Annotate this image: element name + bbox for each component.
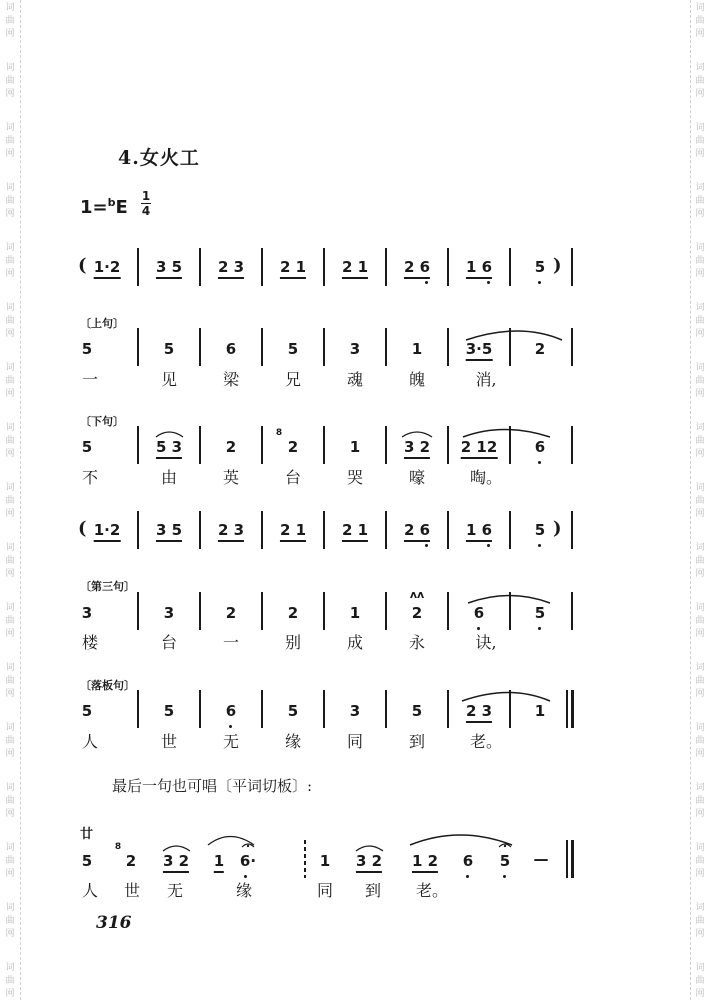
slur (163, 846, 190, 851)
note: 3 5 (156, 258, 182, 279)
note: 1 6 (466, 258, 492, 279)
watermark-char: 曲 (695, 916, 705, 926)
lyric: 见 (160, 370, 178, 389)
note: 1 (319, 852, 331, 870)
note: 5 (287, 340, 299, 358)
dashed-bar-line (304, 840, 306, 878)
watermark-char: 网 (695, 869, 705, 879)
slur (410, 835, 512, 845)
bar-line (385, 248, 387, 286)
bar-line (261, 592, 263, 630)
watermark-char: 词 (5, 483, 15, 493)
watermark-char: 词 (695, 183, 705, 193)
lyric: 不 (81, 468, 99, 487)
watermark-char: 网 (5, 209, 15, 219)
watermark-char: 词 (5, 783, 15, 793)
watermark-char: 曲 (695, 316, 705, 326)
low-octave-dot (487, 281, 490, 284)
watermark-char: 曲 (695, 976, 705, 986)
note: 6 (462, 852, 474, 870)
note: 3 2 (404, 438, 430, 459)
trill-mark: ʌʌ (409, 588, 425, 601)
watermark-char: 词 (695, 63, 705, 73)
watermark-char: 曲 (5, 256, 15, 266)
watermark-char: 曲 (695, 556, 705, 566)
watermark-char: 网 (695, 569, 705, 579)
watermark-char: 词 (695, 663, 705, 673)
note: 2 1 (280, 258, 306, 279)
lyric: 老。 (415, 881, 449, 900)
watermark-char: 词 (695, 3, 705, 13)
lyric: 同 (346, 732, 364, 751)
key-signature: 1=$^b$E (80, 196, 128, 218)
note: 2 3 (218, 258, 244, 279)
watermark-char: 词 (695, 363, 705, 373)
watermark-char: 网 (5, 869, 15, 879)
bar-line (323, 592, 325, 630)
lyric: 无 (166, 881, 184, 900)
bar-line (199, 328, 201, 366)
bar-line (323, 511, 325, 549)
note: 2 (125, 852, 137, 870)
double-bar-thin (566, 690, 568, 728)
note: 1 6 (466, 521, 492, 542)
note: 5 (534, 258, 546, 276)
lyric: 魄 (408, 370, 426, 389)
watermark-char: 网 (695, 449, 705, 459)
bar-line (509, 592, 511, 630)
note: 5 (81, 340, 93, 358)
watermark-char: 网 (695, 329, 705, 339)
watermark-char: 网 (695, 989, 705, 999)
bar-line (571, 426, 573, 464)
fermata-dot (247, 845, 249, 847)
watermark-char: 词 (5, 663, 15, 673)
watermark-char: 网 (5, 629, 15, 639)
lyric: 英 (222, 468, 240, 487)
watermark-char: 词 (695, 603, 705, 613)
watermark-char: 词 (695, 543, 705, 553)
note: 5 (287, 702, 299, 720)
note: 1 (534, 702, 546, 720)
low-octave-dot (487, 544, 490, 547)
low-octave-dot (538, 281, 541, 284)
watermark-char: 网 (695, 209, 705, 219)
fermata (242, 844, 254, 847)
watermark-char: 网 (695, 269, 705, 279)
bar-line (571, 328, 573, 366)
bar-line (137, 592, 139, 630)
lyric: 缘 (284, 732, 302, 751)
watermark-char: 曲 (695, 676, 705, 686)
note: 2 1 (280, 521, 306, 542)
watermark-char: 网 (5, 509, 15, 519)
lyric: 一 (222, 633, 240, 652)
lyric: 人 (81, 732, 99, 751)
note: 2 (534, 340, 546, 358)
free-rhythm-mark: 廿 (80, 827, 94, 842)
note: 5 (163, 702, 175, 720)
low-octave-dot (538, 461, 541, 464)
phrase-label: 〔上句〕 (80, 317, 124, 330)
lyric: 魂 (346, 370, 364, 389)
lyric: 永 (408, 633, 426, 652)
right-margin-line (690, 0, 691, 1000)
watermark-char: 曲 (5, 196, 15, 206)
watermark-char: 网 (5, 929, 15, 939)
note: 3 (349, 340, 361, 358)
watermark-char: 曲 (695, 736, 705, 746)
note: 3 2 (163, 852, 189, 873)
note: 2 6 (404, 521, 430, 542)
watermark-char: 曲 (695, 76, 705, 86)
watermark-char: 网 (5, 749, 15, 759)
bar-line (447, 426, 449, 464)
watermark-char: 词 (695, 723, 705, 733)
watermark-char: 网 (695, 89, 705, 99)
bar-line (199, 426, 201, 464)
lyric: 兄 (284, 370, 302, 389)
bar-line (571, 511, 573, 549)
lyric: 消, (475, 370, 497, 389)
low-octave-dot (538, 544, 541, 547)
note: 1·2 (94, 521, 121, 542)
watermark-char: 网 (5, 809, 15, 819)
watermark-char: 词 (5, 243, 15, 253)
bar-line (509, 690, 511, 728)
slur (208, 837, 254, 846)
lyric: 人 (81, 881, 99, 900)
watermark-char: 词 (695, 303, 705, 313)
note: 6 (225, 340, 237, 358)
bar-line (509, 248, 511, 286)
lyric: 嚎 (408, 468, 426, 487)
note: 2 1 (342, 258, 368, 279)
watermark-char: 网 (695, 149, 705, 159)
watermark-char: 词 (695, 483, 705, 493)
grace-note: 8 (275, 428, 283, 438)
watermark-char: 词 (695, 903, 705, 913)
note: 3 (81, 604, 93, 622)
watermark-char: 曲 (5, 136, 15, 146)
watermark-char: 曲 (5, 436, 15, 446)
bar-line (137, 248, 139, 286)
bar-line (385, 592, 387, 630)
watermark-char: 曲 (695, 496, 705, 506)
watermark-char: 曲 (5, 16, 15, 26)
low-octave-dot (538, 627, 541, 630)
note: 1 (214, 852, 224, 873)
watermark-char: 网 (5, 149, 15, 159)
note: 6 (473, 604, 485, 622)
watermark-char: 曲 (5, 316, 15, 326)
watermark-char: 词 (695, 423, 705, 433)
lyric: 梁 (222, 370, 240, 389)
bar-line (385, 690, 387, 728)
bar-line (199, 248, 201, 286)
bar-line (385, 328, 387, 366)
watermark-char: 词 (5, 303, 15, 313)
bar-line (447, 511, 449, 549)
watermark-char: 曲 (695, 196, 705, 206)
bar-line (571, 248, 573, 286)
watermark-char: 曲 (5, 856, 15, 866)
note: 3·5 (466, 340, 493, 361)
watermark-char: 曲 (5, 556, 15, 566)
note: 2 (287, 438, 299, 456)
bar-line (199, 511, 201, 549)
bar-line (323, 426, 325, 464)
low-octave-dot (229, 725, 232, 728)
watermark-char: 曲 (5, 976, 15, 986)
low-octave-dot (466, 875, 469, 878)
bar-line (261, 248, 263, 286)
watermark-char: 词 (5, 903, 15, 913)
lyric: 一 (81, 370, 99, 389)
note: 1·2 (94, 258, 121, 279)
watermark-char: 网 (695, 929, 705, 939)
watermark-char: 词 (695, 123, 705, 133)
slur (463, 430, 550, 438)
note: 6 (225, 702, 237, 720)
watermark-char: 曲 (5, 916, 15, 926)
watermark-char: 网 (695, 749, 705, 759)
phrase-label: 〔下句〕 (80, 415, 124, 428)
close-paren: ) (553, 518, 562, 539)
watermark-char: 曲 (5, 616, 15, 626)
note: 5 (499, 852, 511, 870)
note: 3 2 (356, 852, 382, 873)
note: 1 (349, 604, 361, 622)
watermark-char: 网 (5, 269, 15, 279)
phrase-label: 〔落板句〕 (80, 679, 135, 692)
watermark-char: 曲 (695, 376, 705, 386)
note: 3 (163, 604, 175, 622)
bar-line (447, 690, 449, 728)
note: 5 (411, 702, 423, 720)
bar-line (447, 248, 449, 286)
note: 2 12 (461, 438, 498, 459)
watermark-char: 网 (5, 569, 15, 579)
phrase-label: 〔第三句〕 (80, 580, 135, 593)
watermark-char: 词 (695, 843, 705, 853)
watermark-char: 词 (695, 243, 705, 253)
watermark-char: 词 (5, 963, 15, 973)
watermark-char: 曲 (5, 736, 15, 746)
bar-line (385, 426, 387, 464)
song-title: 4.女火工 (118, 147, 200, 169)
lyric: 成 (346, 633, 364, 652)
watermark-char: 曲 (695, 796, 705, 806)
watermark-char: 曲 (695, 16, 705, 26)
watermark-char: 网 (695, 389, 705, 399)
extension-dash: — (533, 850, 549, 868)
bar-line (261, 328, 263, 366)
lyric: 同 (316, 881, 334, 900)
double-bar-thick (571, 690, 574, 728)
watermark-char: 词 (5, 843, 15, 853)
watermark-char: 曲 (695, 616, 705, 626)
lyric: 别 (284, 633, 302, 652)
note: 5 (81, 852, 93, 870)
watermark-char: 网 (5, 329, 15, 339)
watermark-char: 词 (5, 183, 15, 193)
note: 5 (81, 702, 93, 720)
bar-line (261, 426, 263, 464)
open-paren: ( (78, 255, 87, 276)
page-number: 316 (96, 913, 132, 933)
note: 2 (225, 438, 237, 456)
watermark-char: 词 (5, 423, 15, 433)
watermark-char: 曲 (5, 796, 15, 806)
bar-line (571, 592, 573, 630)
lyric: 世 (160, 732, 178, 751)
watermark-char: 网 (5, 389, 15, 399)
watermark-char: 网 (695, 509, 705, 519)
note: 2 3 (466, 702, 492, 723)
note: 5 3 (156, 438, 182, 459)
lyric: 到 (408, 732, 426, 751)
watermark-char: 曲 (695, 436, 705, 446)
lyric: 世 (123, 881, 141, 900)
bar-line (261, 511, 263, 549)
lyric: 由 (160, 468, 178, 487)
bar-line (509, 426, 511, 464)
watermark-char: 网 (5, 89, 15, 99)
watermark-char: 网 (5, 989, 15, 999)
lyric: 台 (160, 633, 178, 652)
slur (356, 846, 383, 851)
watermark-char: 网 (695, 29, 705, 39)
lyric: 缘 (235, 881, 253, 900)
lyric: 老。 (469, 732, 503, 751)
lyric: 哭 (346, 468, 364, 487)
watermark-char: 网 (5, 449, 15, 459)
bar-line (447, 592, 449, 630)
watermark-char: 词 (5, 603, 15, 613)
low-octave-dot (425, 281, 428, 284)
note: 2 (287, 604, 299, 622)
bar-line (385, 511, 387, 549)
slur (466, 331, 562, 340)
watermark-char: 曲 (5, 76, 15, 86)
double-bar-thick (571, 840, 574, 878)
grace-note: 8 (114, 842, 122, 852)
lyric: 台 (284, 468, 302, 487)
bar-line (261, 690, 263, 728)
watermark-char: 曲 (5, 496, 15, 506)
fermata-dot (504, 845, 506, 847)
watermark-char: 词 (5, 123, 15, 133)
note: 6· (239, 852, 257, 870)
performance-note: 最后一句也可唱〔平词切板〕: (112, 777, 313, 795)
watermark-char: 网 (5, 689, 15, 699)
bar-line (323, 690, 325, 728)
note: 3 (349, 702, 361, 720)
bar-line (199, 690, 201, 728)
time-signature: 1 4 (141, 189, 151, 218)
lyric: 到 (364, 881, 382, 900)
watermark-char: 词 (695, 783, 705, 793)
bar-line (323, 328, 325, 366)
watermark-char: 词 (5, 363, 15, 373)
watermark-char: 曲 (695, 856, 705, 866)
note: 2 3 (218, 521, 244, 542)
note: 2 1 (342, 521, 368, 542)
note: 2 6 (404, 258, 430, 279)
slur (462, 693, 550, 702)
note: 6 (534, 438, 546, 456)
low-octave-dot (503, 875, 506, 878)
left-margin-line (20, 0, 21, 1000)
bar-line (447, 328, 449, 366)
watermark-char: 词 (5, 543, 15, 553)
bar-line (509, 328, 511, 366)
watermark-char: 网 (5, 29, 15, 39)
slur (156, 432, 183, 437)
watermark-char: 词 (5, 3, 15, 13)
close-paren: ) (553, 255, 562, 276)
watermark-char: 曲 (695, 256, 705, 266)
watermark-char: 词 (695, 963, 705, 973)
note: 5 (534, 604, 546, 622)
note: 5 (534, 521, 546, 539)
bar-line (137, 328, 139, 366)
note: 5 (81, 438, 93, 456)
bar-line (199, 592, 201, 630)
watermark-char: 网 (695, 809, 705, 819)
watermark-char: 网 (695, 629, 705, 639)
note: 3 5 (156, 521, 182, 542)
double-bar-thin (566, 840, 568, 878)
note: 2 (225, 604, 237, 622)
lyric: 啕。 (469, 468, 503, 487)
bar-line (137, 690, 139, 728)
watermark-char: 词 (5, 723, 15, 733)
bar-line (137, 426, 139, 464)
watermark-char: 曲 (695, 136, 705, 146)
note: 1 2 (412, 852, 438, 873)
note: 1 (411, 340, 423, 358)
note: 1 (349, 438, 361, 456)
lyric: 楼 (81, 633, 99, 652)
watermark-char: 词 (5, 63, 15, 73)
fermata (499, 844, 511, 847)
bar-line (509, 511, 511, 549)
open-paren: ( (78, 518, 87, 539)
lyric: 无 (222, 732, 240, 751)
watermark-char: 网 (695, 689, 705, 699)
slur (402, 432, 432, 437)
note: 2 (411, 604, 423, 622)
low-octave-dot (425, 544, 428, 547)
note: 5 (163, 340, 175, 358)
bar-line (323, 248, 325, 286)
lyric: 诀, (475, 633, 497, 652)
bar-line (137, 511, 139, 549)
watermark-char: 曲 (5, 676, 15, 686)
watermark-char: 曲 (5, 376, 15, 386)
